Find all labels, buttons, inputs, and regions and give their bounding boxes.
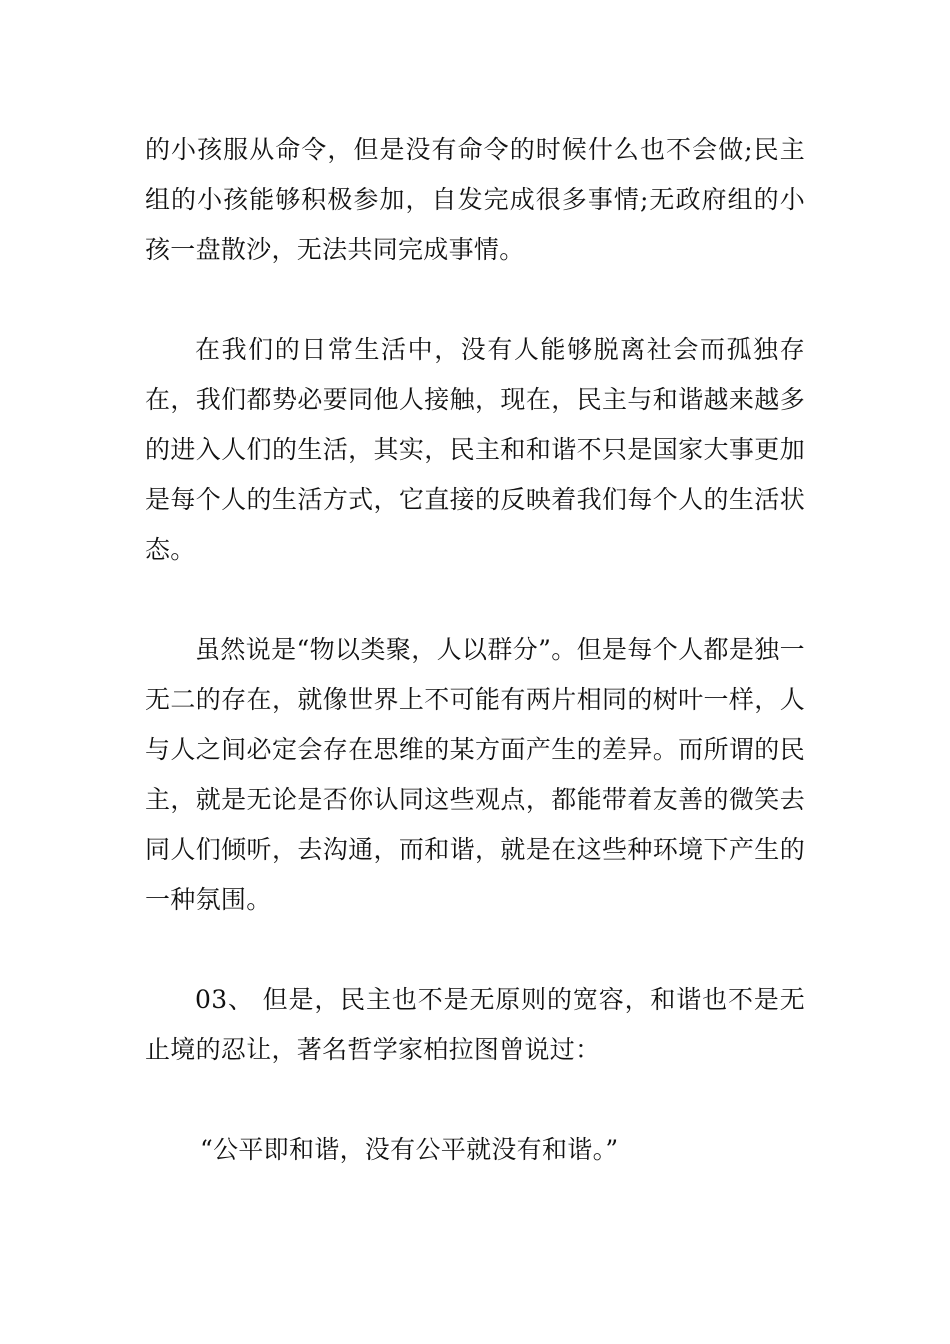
paragraph-differences: 虽然说是“物以类聚，人以群分”。但是每个人都是独一无二的存在，就像世界上不可能有两片相同的树叶一样，人与人之间必定会存在思维的某方面产生的差异。而所谓的民主，就是无论是否你认同这些观点，都能带着友善的微笑去同人们倾听，去沟通，而和谐，就是在这些种环境下产生的一种氛围。	[145, 635, 805, 914]
paragraph-daily-life: 在我们的日常生活中，没有人能够脱离社会而孤独存在，我们都势必要同他人接触，现在，民主与和谐越来越多的进入人们的生活，其实，民主和和谐不只是国家大事更加是每个人的生活方式，它直接的反映着我们每个人的生活状态。	[145, 335, 805, 564]
paragraph-continuation: 的小孩服从命令，但是没有命令的时候什么也不会做;民主组的小孩能够积极参加，自发完成很多事情;无政府组的小孩一盘散沙，无法共同完成事情。	[145, 135, 805, 264]
paragraph-section-03: 03、 但是，民主也不是无原则的宽容，和谐也不是无止境的忍让，著名哲学家柏拉图曾说过：	[145, 985, 805, 1064]
quote-plato: “公平即和谐，没有公平就没有和谐。”	[200, 1135, 619, 1164]
